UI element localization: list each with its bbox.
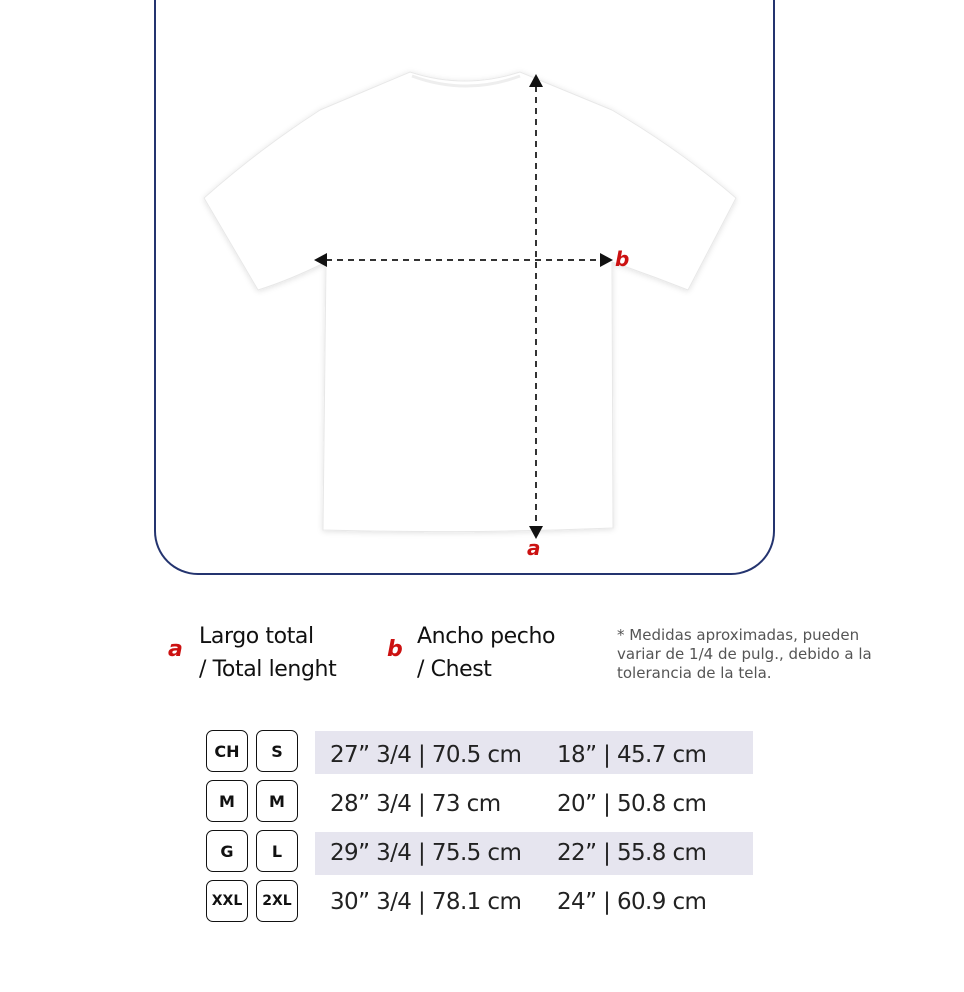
diagram-label-a: a [527,536,541,560]
size-badge-es: CH [206,730,248,772]
note-line3: tolerancia de la tela. [617,664,772,682]
size-badge-en: M [256,780,298,822]
length-value: 28” 3/4 | 73 cm [330,791,501,817]
chest-value: 20” | 50.8 cm [557,791,707,817]
chest-value: 22” | 55.8 cm [557,840,707,866]
measurement-note [617,626,892,683]
legend-chest-line1: Ancho pecho [417,624,556,649]
chest-value: 24” | 60.9 cm [557,889,707,915]
legend-letter-b: b [387,637,403,662]
chest-value: 18” | 45.7 cm [557,742,707,768]
tshirt-icon [204,72,736,532]
note-line2: variar de 1/4 de pulg., debido a la [617,645,872,663]
legend-length-line1: Largo total [199,624,314,649]
legend-chest [417,620,555,686]
legend-letter-a: a [168,637,183,662]
diagram-label-b: b [615,247,630,271]
note-line1: * Medidas aproximadas, pueden [617,626,860,644]
legend-chest-line2: / Chest [417,657,492,682]
size-badge-en: S [256,730,298,772]
size-badge-es: G [206,830,248,872]
legend-length-line2: / Total lenght [199,657,337,682]
length-value: 30” 3/4 | 78.1 cm [330,889,522,915]
length-value: 27” 3/4 | 70.5 cm [330,742,522,768]
size-badge-en: L [256,830,298,872]
length-value: 29” 3/4 | 75.5 cm [330,840,522,866]
legend-length [199,620,336,686]
size-badge-es: XXL [206,880,248,922]
size-badge-en: 2XL [256,880,298,922]
size-badge-es: M [206,780,248,822]
